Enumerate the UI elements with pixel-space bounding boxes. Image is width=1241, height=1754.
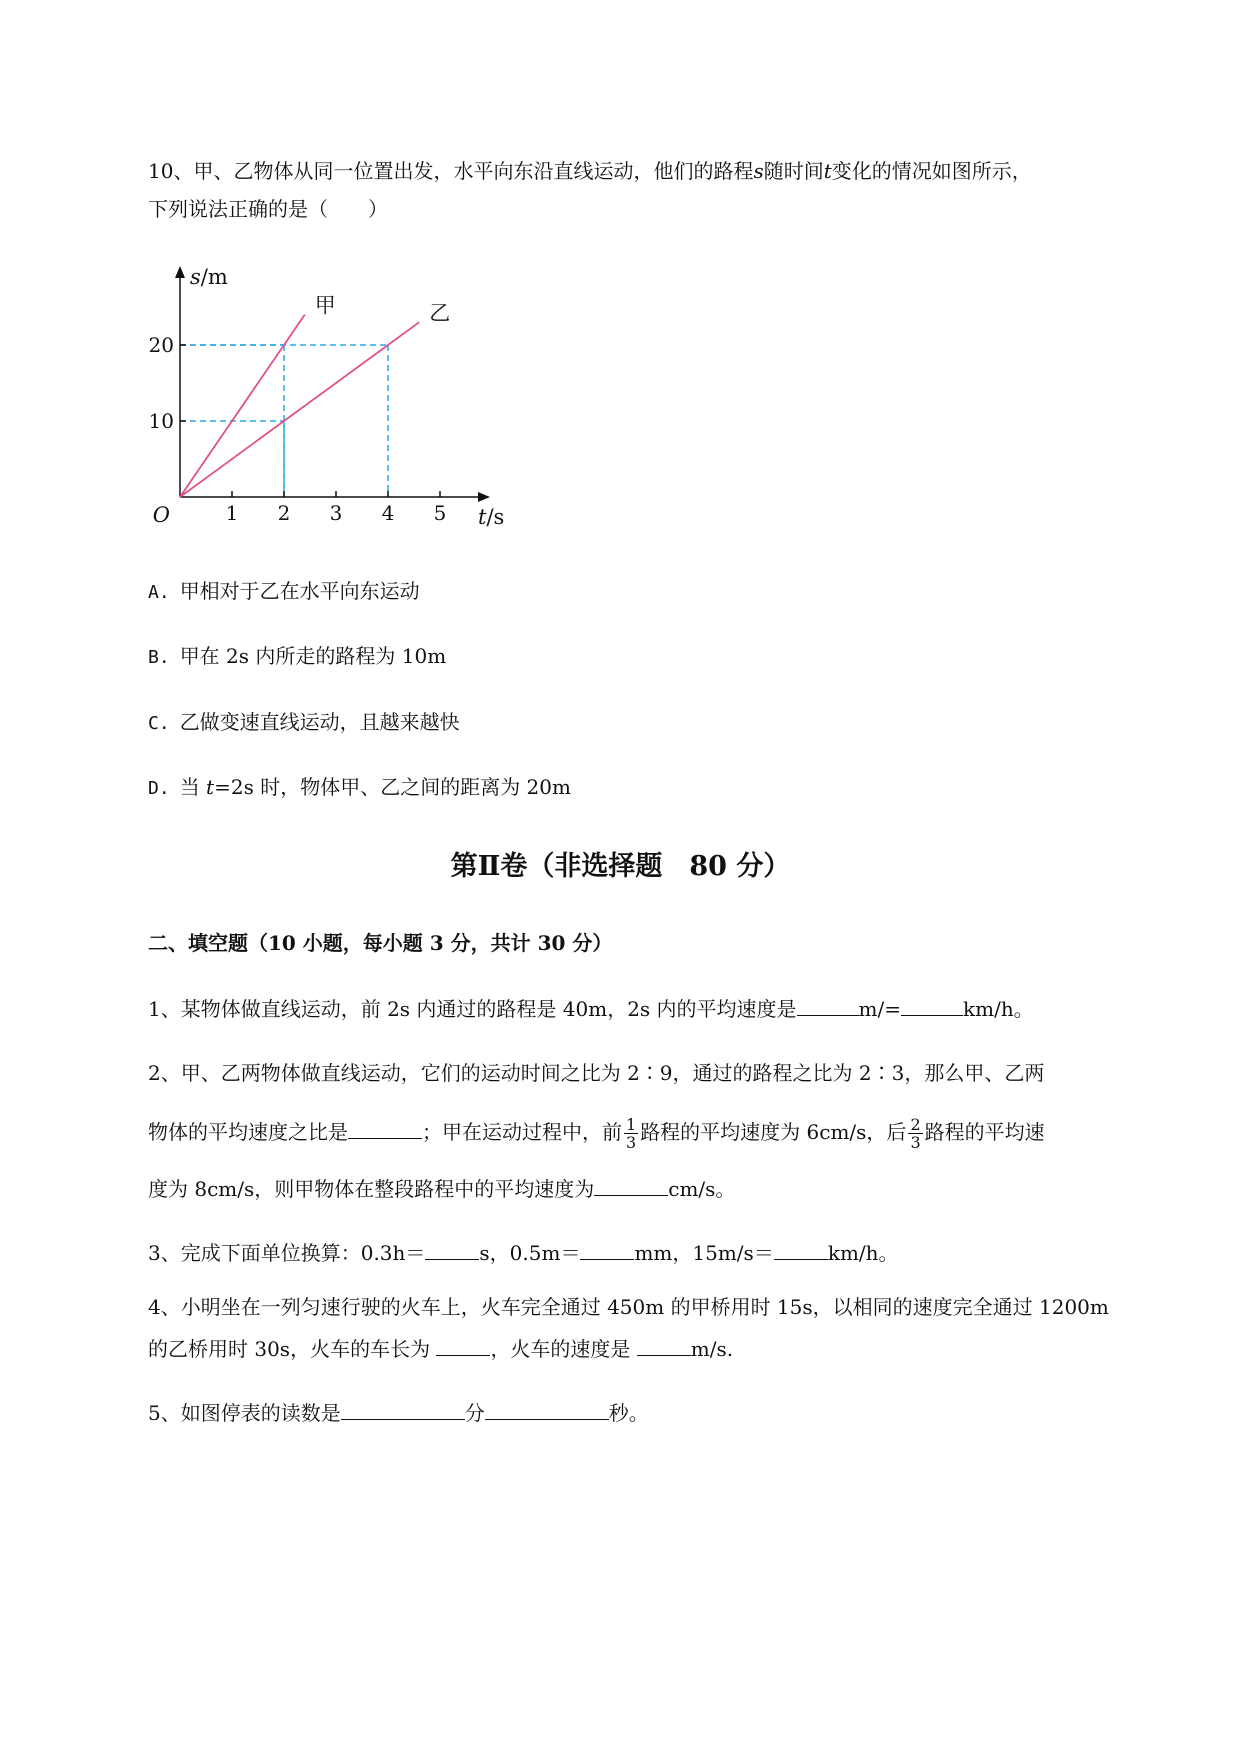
answer-blank[interactable] xyxy=(594,1177,668,1196)
var-t: t xyxy=(823,159,832,183)
option-letter: C. xyxy=(148,713,170,734)
section-title: 第Ⅱ卷（非选择题 80 分） xyxy=(450,851,791,882)
q4-text: 的乙桥用时 30s，火车的车长为 xyxy=(148,1337,437,1361)
option-text: 甲在 2s 内所走的路程为 10m xyxy=(179,644,447,668)
q3-text: mm，15m/s＝ xyxy=(634,1241,774,1265)
answer-blank[interactable] xyxy=(774,1241,828,1260)
var-s: s xyxy=(753,159,764,183)
q2-text: 度为 8cm/s，则甲物体在整段路程中的平均速度为 xyxy=(148,1177,595,1201)
q4-text: ，火车的速度是 xyxy=(490,1337,637,1361)
fill-q2-line3 xyxy=(148,1176,735,1202)
series-label-yi: 乙 xyxy=(429,301,451,326)
x-tick-label: 2 xyxy=(277,501,291,525)
y-tick-label: 20 xyxy=(148,333,174,357)
q4-text: m/s. xyxy=(690,1337,734,1361)
option-text: 甲相对于乙在水平向东运动 xyxy=(179,579,420,603)
q1-text: km/h。 xyxy=(963,997,1034,1021)
q10-stem-line2: 下列说法正确的是（ ） xyxy=(148,197,388,221)
origin-label: O xyxy=(152,503,170,527)
q10-stem-line1 xyxy=(148,158,1032,184)
x-tick-label: 4 xyxy=(381,501,395,525)
y-tick-label: 10 xyxy=(148,409,174,433)
y-axis-arrow xyxy=(175,266,185,278)
q3-text: s，0.5m＝ xyxy=(479,1241,581,1265)
option-letter: A. xyxy=(148,582,170,603)
answer-blank[interactable] xyxy=(348,1120,422,1139)
fill-q5 xyxy=(148,1400,649,1426)
x-tick-label: 3 xyxy=(329,501,343,525)
fill-q2-line1: 2、甲、乙两物体做直线运动，它们的运动时间之比为 2∶9，通过的路程之比为 2∶3，那么甲、乙两 xyxy=(148,1061,1045,1085)
q2-text: 路程的平均速 xyxy=(924,1120,1045,1144)
series-line-yi xyxy=(180,322,419,497)
fill-q4-line2 xyxy=(148,1336,733,1362)
q2-text: ；甲在运动过程中，前 xyxy=(422,1120,622,1144)
fill-q3 xyxy=(148,1240,899,1266)
q2-text: cm/s。 xyxy=(668,1177,736,1201)
y-axis-label: s/m xyxy=(190,265,228,289)
fraction-numerator: 1 xyxy=(626,1115,637,1134)
option-letter: B. xyxy=(148,647,170,668)
q5-text: 分 xyxy=(464,1401,485,1425)
q1-text: 1、某物体做直线运动，前 2s 内通过的路程是 40m，2s 内的平均速度是 xyxy=(148,997,797,1021)
fraction-two-thirds xyxy=(908,1116,922,1151)
x-tick-label: 5 xyxy=(433,501,447,525)
option-c[interactable] xyxy=(148,709,460,737)
option-text: 乙做变速直线运动，且越来越快 xyxy=(179,710,460,734)
fraction-numerator: 2 xyxy=(910,1115,921,1134)
q5-text: 5、如图停表的读数是 xyxy=(148,1401,341,1425)
fill-q1 xyxy=(148,996,1034,1022)
fraction-denominator: 3 xyxy=(626,1133,637,1152)
answer-blank[interactable] xyxy=(901,997,963,1016)
q1-text: m/= xyxy=(858,997,902,1021)
fraction-denominator: 3 xyxy=(910,1133,921,1152)
q2-text: 物体的平均速度之比是 xyxy=(148,1120,348,1144)
series-line-jia xyxy=(180,315,305,497)
option-text: 当 xyxy=(179,775,207,799)
option-d[interactable] xyxy=(148,774,571,802)
answer-blank[interactable] xyxy=(637,1337,691,1356)
section-subtitle: 二、填空题（10 小题，每小题 3 分，共计 30 分） xyxy=(148,931,613,955)
fill-q4-line1: 4、小明坐在一列匀速行驶的火车上，火车完全通过 450m 的甲桥用时 15s，以相同的速度完全通过 1200m xyxy=(148,1295,1109,1319)
q10-text: 10、甲、乙物体从同一位置出发，水平向东沿直线运动，他们的路程 xyxy=(148,159,754,183)
x-axis-arrow xyxy=(478,492,490,502)
answer-blank[interactable] xyxy=(485,1401,609,1420)
q10-text: 随时间 xyxy=(763,159,824,183)
option-a[interactable] xyxy=(148,578,420,606)
x-axis-label: t/s xyxy=(478,505,505,529)
q3-text: km/h。 xyxy=(827,1241,899,1265)
option-text: =2s 时，物体甲、乙之间的距离为 20m xyxy=(214,775,571,799)
answer-blank[interactable] xyxy=(797,997,859,1016)
answer-blank[interactable] xyxy=(580,1241,634,1260)
s-t-graph xyxy=(140,262,510,542)
option-letter: D. xyxy=(148,778,170,799)
q10-text: 变化的情况如图所示， xyxy=(831,159,1032,183)
answer-blank[interactable] xyxy=(425,1241,479,1260)
fraction-one-third xyxy=(624,1116,638,1151)
q5-text: 秒。 xyxy=(608,1401,649,1425)
series-label-jia: 甲 xyxy=(314,293,336,318)
option-b[interactable] xyxy=(148,643,446,671)
x-tick-label: 1 xyxy=(225,501,239,525)
fill-q2-line2 xyxy=(148,1112,1045,1152)
q3-text: 3、完成下面单位换算：0.3h＝ xyxy=(148,1241,426,1265)
var-t: t xyxy=(206,775,215,799)
answer-blank[interactable] xyxy=(341,1401,465,1420)
q2-text: 路程的平均速度为 6cm/s，后 xyxy=(640,1120,907,1144)
answer-blank[interactable] xyxy=(436,1337,490,1356)
